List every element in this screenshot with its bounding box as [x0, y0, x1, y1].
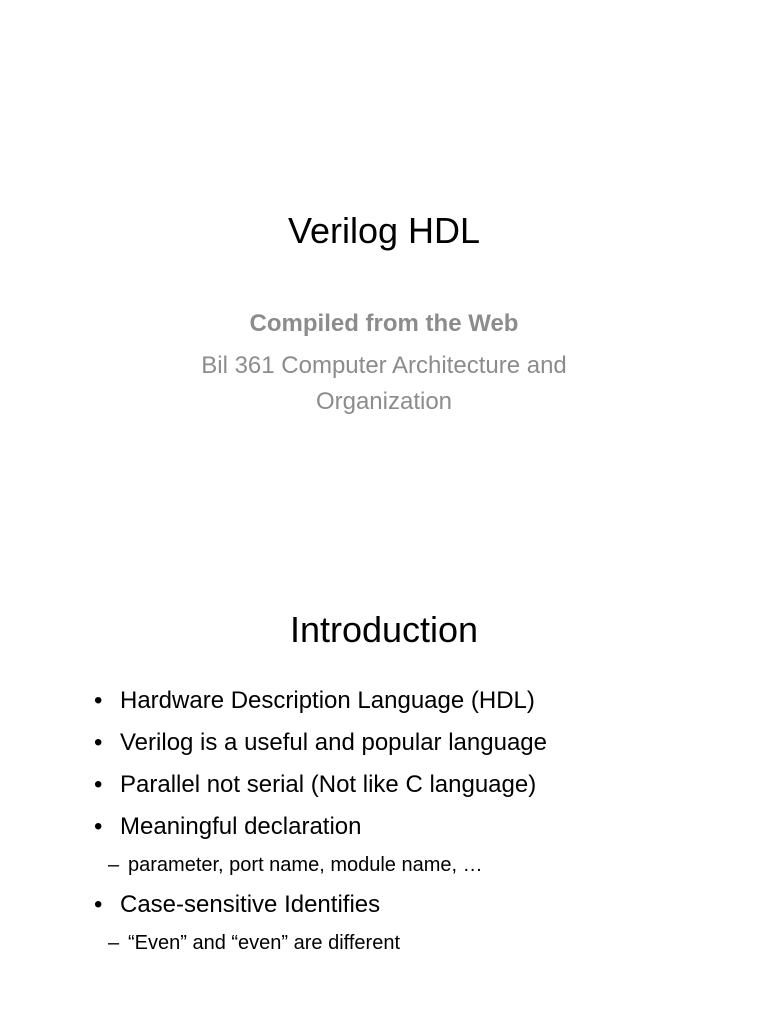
bullet-text: Hardware Description Language (HDL) — [120, 687, 535, 714]
bullet-marker: • — [94, 729, 103, 756]
bullet-marker: • — [94, 771, 103, 798]
bullet-item — [92, 888, 712, 922]
bullet-marker: • — [94, 813, 103, 840]
sub-bullet-item — [92, 850, 712, 880]
bullet-marker: • — [94, 891, 103, 918]
bullet-text: Verilog is a useful and popular language — [120, 729, 547, 756]
bullet-item — [92, 726, 712, 760]
bullet-text: Parallel not serial (Not like C language) — [120, 771, 537, 798]
sub-bullet-text: “Even” and “even” are different — [128, 932, 401, 954]
bullet-text: Meaningful declaration — [120, 813, 362, 840]
slide-title: Introduction — [289, 609, 479, 650]
bullet-item — [92, 684, 712, 718]
bullet-marker: • — [94, 687, 103, 714]
sub-bullet-text: parameter, port name, module name, … — [128, 854, 483, 876]
subtitle-block — [0, 306, 768, 420]
bullet-list — [92, 684, 712, 966]
bullet-text: Case-sensitive Identifies — [120, 891, 381, 918]
bullet-item — [92, 768, 712, 802]
subtitle-course: Bil 361 Computer Architecture and Organization — [201, 352, 567, 415]
subtitle-bold: Compiled from the Web — [249, 310, 519, 337]
introduction-slide — [0, 512, 768, 1024]
sub-bullet-item — [92, 928, 712, 958]
bullet-item — [92, 810, 712, 844]
sub-bullet-marker: – — [108, 932, 120, 954]
sub-bullet-marker: – — [108, 854, 120, 876]
slide-title: Verilog HDL — [287, 210, 481, 251]
